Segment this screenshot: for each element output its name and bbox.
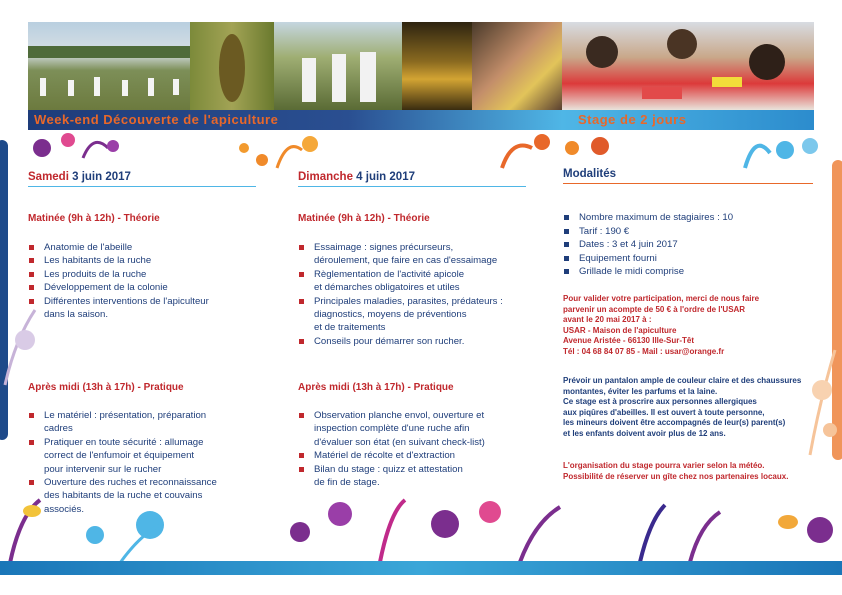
list-item: Ouverture des ruches et reconnaissance [28, 476, 278, 489]
modalites-list [563, 211, 813, 279]
payment-line: USAR - Maison de l'apiculture [563, 325, 677, 335]
flower-ornament-top-left [28, 128, 128, 162]
list-item: Bilan du stage : quizz et attestation [298, 463, 543, 476]
list-item: Matériel de récolte et d'extraction [298, 449, 543, 462]
list-item-continuation: inspection complète d'une ruche afin [314, 423, 470, 435]
list-item: Essaimage : signes précurseurs, [298, 241, 543, 254]
children-illustration [562, 22, 814, 110]
note-line: Possibilité de réserver un gîte chez nos partenaires locaux. [563, 471, 789, 481]
list-item: Anatomie de l'abeille [28, 241, 278, 254]
saturday-title-prefix: Samedi [28, 171, 73, 183]
beekeepers-illustration [28, 22, 190, 110]
photo-bee-swarm [190, 22, 274, 110]
payment-line: Avenue Aristée - 66130 Ille-Sur-Têt [563, 336, 695, 346]
list-item: Tarif : 190 € [563, 225, 813, 239]
list-item-continuation: et de traitements [314, 322, 386, 334]
sunday-morning-list [298, 241, 543, 348]
payment-info [563, 294, 823, 358]
swarm-illustration [190, 22, 274, 110]
photo-honey-frames [402, 22, 472, 110]
list-item: Pratiquer en toute sécurité : allumage [28, 436, 278, 449]
suits-illustration [274, 22, 402, 110]
modalites-title: Modalités [563, 168, 617, 180]
list-item: Equipement fourni [563, 252, 813, 266]
note-info [563, 461, 823, 482]
left-side-tab [0, 140, 8, 440]
list-item: Conseils pour démarrer son rucher. [298, 335, 543, 348]
sunday-title-date: 4 juin 2017 [356, 171, 415, 183]
advice-line: Ce stage est à proscrire aux personnes allergiques [563, 397, 757, 407]
list-item-continuation: de fin de stage. [314, 477, 380, 489]
list-item-continuation: d'évaluer son état (en suivant check-list) [314, 436, 485, 448]
saturday-afternoon-title: Après midi (13h à 17h) - Pratique [28, 382, 184, 393]
banner-right-title: Stage de 2 jours [578, 112, 687, 127]
list-item-continuation: pour intervenir sur le rucher [44, 463, 162, 475]
list-item: Grillade le midi comprise [563, 265, 813, 279]
sunday-afternoon-list [298, 409, 543, 489]
flower-ornament-top-middle [232, 128, 332, 172]
list-item-continuation: cadres [44, 423, 73, 435]
advice-line: les mineurs doivent être accompagnés de leur(s) parent(s) [563, 418, 786, 428]
sunday-title [298, 171, 415, 183]
flower-ornament-top-right [725, 128, 825, 172]
saturday-title [28, 171, 131, 183]
modalites-title-rule [563, 183, 813, 184]
payment-line: parvenir un acompte de 50 € à l'ordre de l'USAR [563, 304, 746, 314]
note-line: L'organisation du stage pourra varier selon la météo. [563, 461, 765, 470]
bottom-bar [0, 561, 842, 575]
payment-line: Tél : 04 68 84 07 85 - Mail : usar@orange.fr [563, 346, 725, 356]
list-item: Les habitants de la ruche [28, 254, 278, 267]
payment-line: Pour valider votre participation, merci de nous faire [563, 294, 760, 303]
list-item-continuation: et démarches obligatoires et utiles [314, 282, 460, 294]
advice-line: et les enfants doivent avoir plus de 12 ans. [563, 428, 726, 438]
list-item: Règlementation de l'activité apicole [298, 268, 543, 281]
list-item-continuation: des habitants de la ruche et couvains [44, 490, 203, 502]
list-item: Différentes interventions de l'apiculteur [28, 295, 278, 308]
saturday-morning-list [28, 241, 278, 321]
list-item-continuation: associés. [44, 503, 84, 515]
saturday-title-date: 3 juin 2017 [72, 171, 131, 183]
list-item: Le matériel : présentation, préparation [28, 409, 278, 422]
list-item: Principales maladies, parasites, prédateurs : [298, 295, 543, 308]
list-item: Développement de la colonie [28, 281, 278, 294]
sunday-afternoon-title: Après midi (13h à 17h) - Pratique [298, 382, 454, 393]
advice-line: aux piqûres d'abeilles. Il est ouvert à toute personne, [563, 407, 765, 417]
payment-line: avant le 20 mai 2017 à : [563, 315, 652, 325]
list-item-continuation: dans la saison. [44, 309, 108, 321]
sunday-morning-title: Matinée (9h à 12h) - Théorie [298, 213, 430, 224]
saturday-morning-title: Matinée (9h à 12h) - Théorie [28, 213, 160, 224]
photo-children-workshop [472, 22, 562, 110]
sunday-title-rule [298, 186, 526, 187]
advice-line: montantes, éviter les parfums et la laine. [563, 386, 718, 396]
photo-beekeepers-field [28, 22, 190, 110]
list-item: Nombre maximum de stagiaires : 10 [563, 211, 813, 225]
list-item: Les produits de la ruche [28, 268, 278, 281]
flower-ornament-bottom-center [280, 492, 580, 564]
list-item: Observation planche envol, ouverture et [298, 409, 543, 422]
photo-beekeepers-suits [274, 22, 402, 110]
list-item: Dates : 3 et 4 juin 2017 [563, 238, 813, 252]
list-item-continuation: correct de l'enfumoir et équipement [44, 450, 195, 462]
saturday-title-rule [28, 186, 256, 187]
flower-ornament-bottom-right [620, 500, 842, 564]
saturday-afternoon-list [28, 409, 278, 516]
banner-left-title: Week-end Découverte de l'apiculture [34, 112, 279, 127]
advice-line: Prévoir un pantalon ample de couleur claire et des chaussures [563, 376, 802, 385]
photo-children-table [562, 22, 814, 110]
list-item-continuation: déroulement, que faire en cas d'essaimage [314, 255, 498, 267]
advice-info [563, 376, 828, 440]
list-item-continuation: diagnostics, moyens de préventions [314, 309, 467, 321]
sunday-title-prefix: Dimanche [298, 171, 357, 183]
